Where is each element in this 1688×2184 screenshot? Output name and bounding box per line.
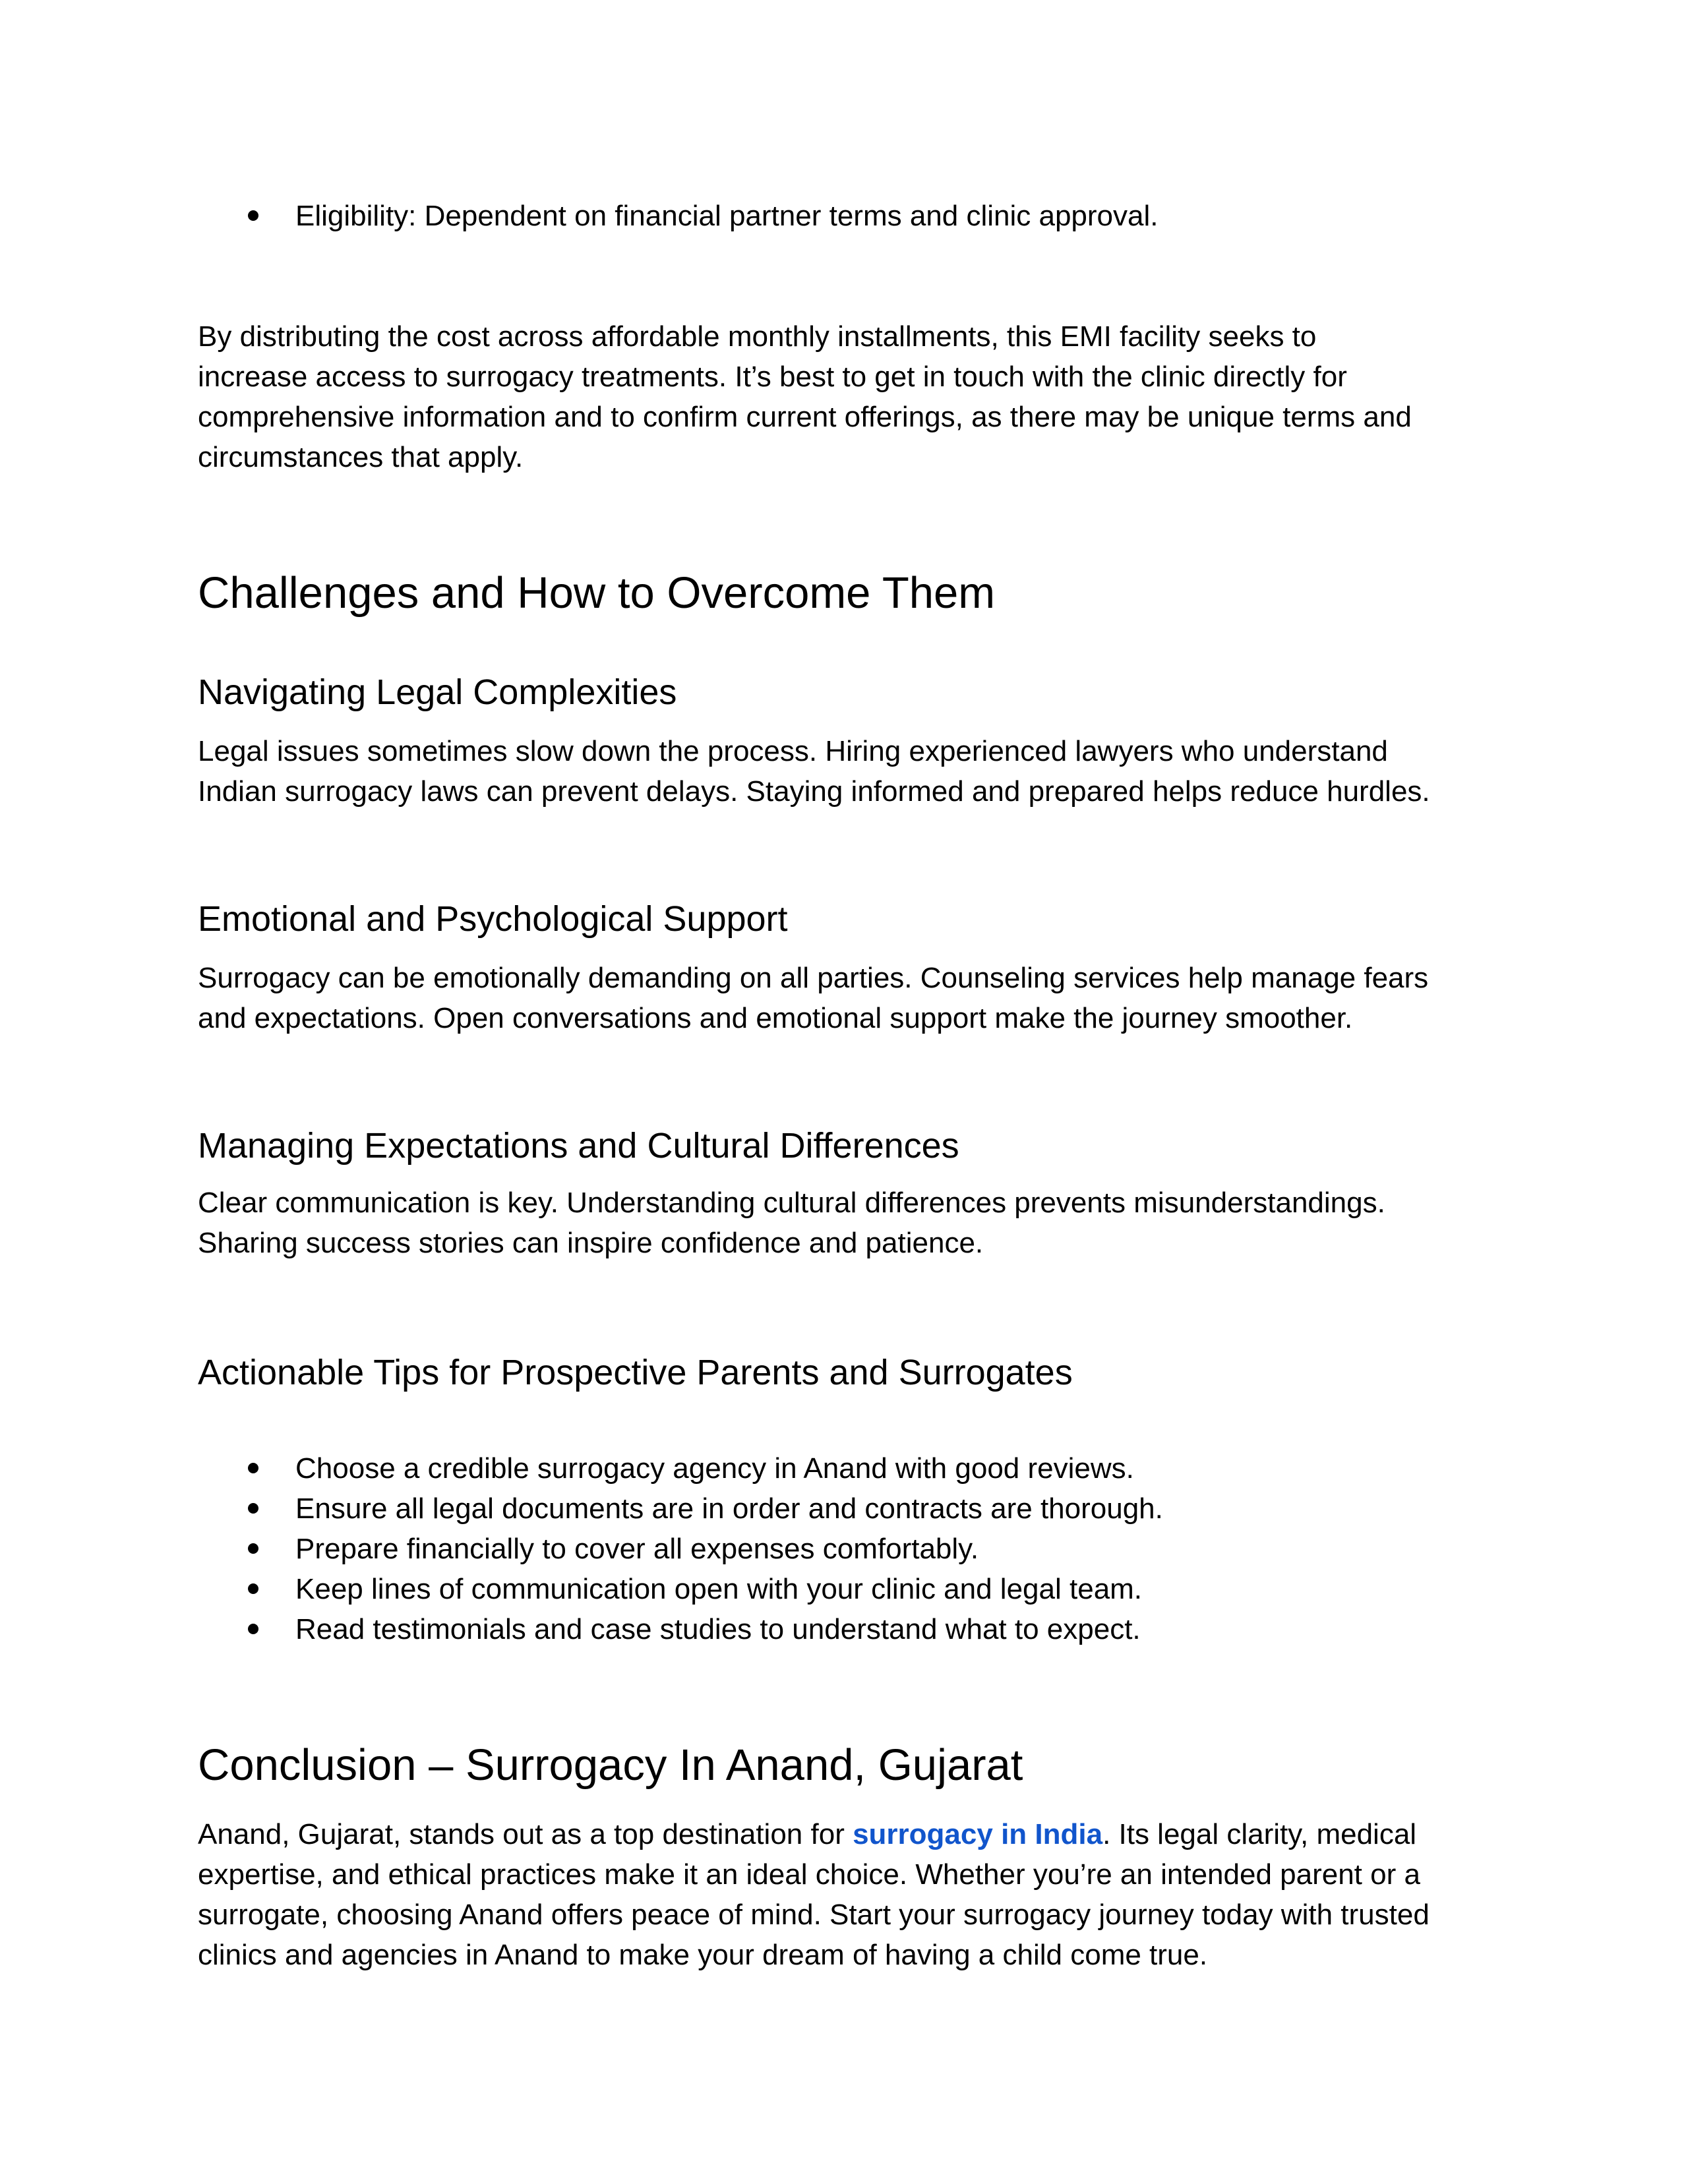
tip-text: Keep lines of communication open with your clinic and legal team. <box>295 1573 1143 1605</box>
text-line: Indian surrogacy laws can prevent delays. Staying informed and prepared helps reduce hurdles. <box>198 775 1430 808</box>
bullet-item-eligibility <box>248 196 1158 236</box>
cultural-paragraph <box>198 1183 1550 1263</box>
text-line: expertise, and ethical practices make it an ideal choice. Whether you’re an intended parent or a <box>198 1858 1420 1891</box>
tip-item <box>248 1529 979 1569</box>
bullet-icon <box>248 210 258 221</box>
tip-item <box>248 1489 1163 1529</box>
text-line: By distributing the cost across affordable monthly installments, this EMI facility seeks to <box>198 320 1317 353</box>
tip-item <box>248 1609 1141 1649</box>
text-segment: Anand, Gujarat, stands out as a top destination for <box>198 1818 853 1850</box>
text-line: Clear communication is key. Understanding cultural differences prevents misunderstandings. <box>198 1187 1385 1219</box>
text-line: Surrogacy can be emotionally demanding on all parties. Counseling services help manage fears <box>198 962 1429 994</box>
tip-item <box>248 1448 1134 1489</box>
text-line: comprehensive information and to confirm current offerings, as there may be unique terms and <box>198 401 1412 433</box>
intro-paragraph <box>198 316 1550 477</box>
heading-conclusion: Conclusion – Surrogacy In Anand, Gujarat <box>198 1740 1023 1790</box>
tip-item <box>248 1569 1142 1609</box>
conclusion-paragraph <box>198 1814 1550 1975</box>
tip-text: Choose a credible surrogacy agency in Anand with good reviews. <box>295 1452 1134 1485</box>
text-line <box>198 1814 1550 1854</box>
text-line: Legal issues sometimes slow down the process. Hiring experienced lawyers who understand <box>198 735 1388 767</box>
surrogacy-in-india-link[interactable]: surrogacy in India <box>853 1818 1103 1850</box>
text-line: circumstances that apply. <box>198 441 524 473</box>
text-line: Sharing success stories can inspire confidence and patience. <box>198 1227 984 1259</box>
text-line: increase access to surrogacy treatments. It’s best to get in touch with the clinic directly for <box>198 361 1347 393</box>
emotional-paragraph <box>198 958 1550 1038</box>
text-line: clinics and agencies in Anand to make your dream of having a child come true. <box>198 1939 1208 1971</box>
tip-text: Read testimonials and case studies to understand what to expect. <box>295 1613 1141 1645</box>
tip-text: Ensure all legal documents are in order and contracts are thorough. <box>295 1492 1163 1525</box>
bullet-icon <box>248 1503 258 1514</box>
text-segment: . Its legal clarity, medical <box>1102 1818 1417 1850</box>
bullet-icon <box>248 1583 258 1594</box>
bullet-icon <box>248 1624 258 1634</box>
text-line: and expectations. Open conversations and emotional support make the journey smoother. <box>198 1002 1353 1034</box>
heading-cultural: Managing Expectations and Cultural Differences <box>198 1126 959 1166</box>
heading-legal: Navigating Legal Complexities <box>198 672 677 712</box>
heading-emotional: Emotional and Psychological Support <box>198 899 788 939</box>
heading-tips: Actionable Tips for Prospective Parents and Surrogates <box>198 1353 1073 1392</box>
legal-paragraph <box>198 731 1550 812</box>
bullet-icon <box>248 1463 258 1473</box>
bullet-text: Eligibility: Dependent on financial partner terms and clinic approval. <box>295 200 1159 232</box>
bullet-icon <box>248 1543 258 1554</box>
text-line: surrogate, choosing Anand offers peace of mind. Start your surrogacy journey today with trusted <box>198 1899 1430 1931</box>
tip-text: Prepare financially to cover all expenses comfortably. <box>295 1533 979 1565</box>
heading-challenges: Challenges and How to Overcome Them <box>198 568 996 618</box>
